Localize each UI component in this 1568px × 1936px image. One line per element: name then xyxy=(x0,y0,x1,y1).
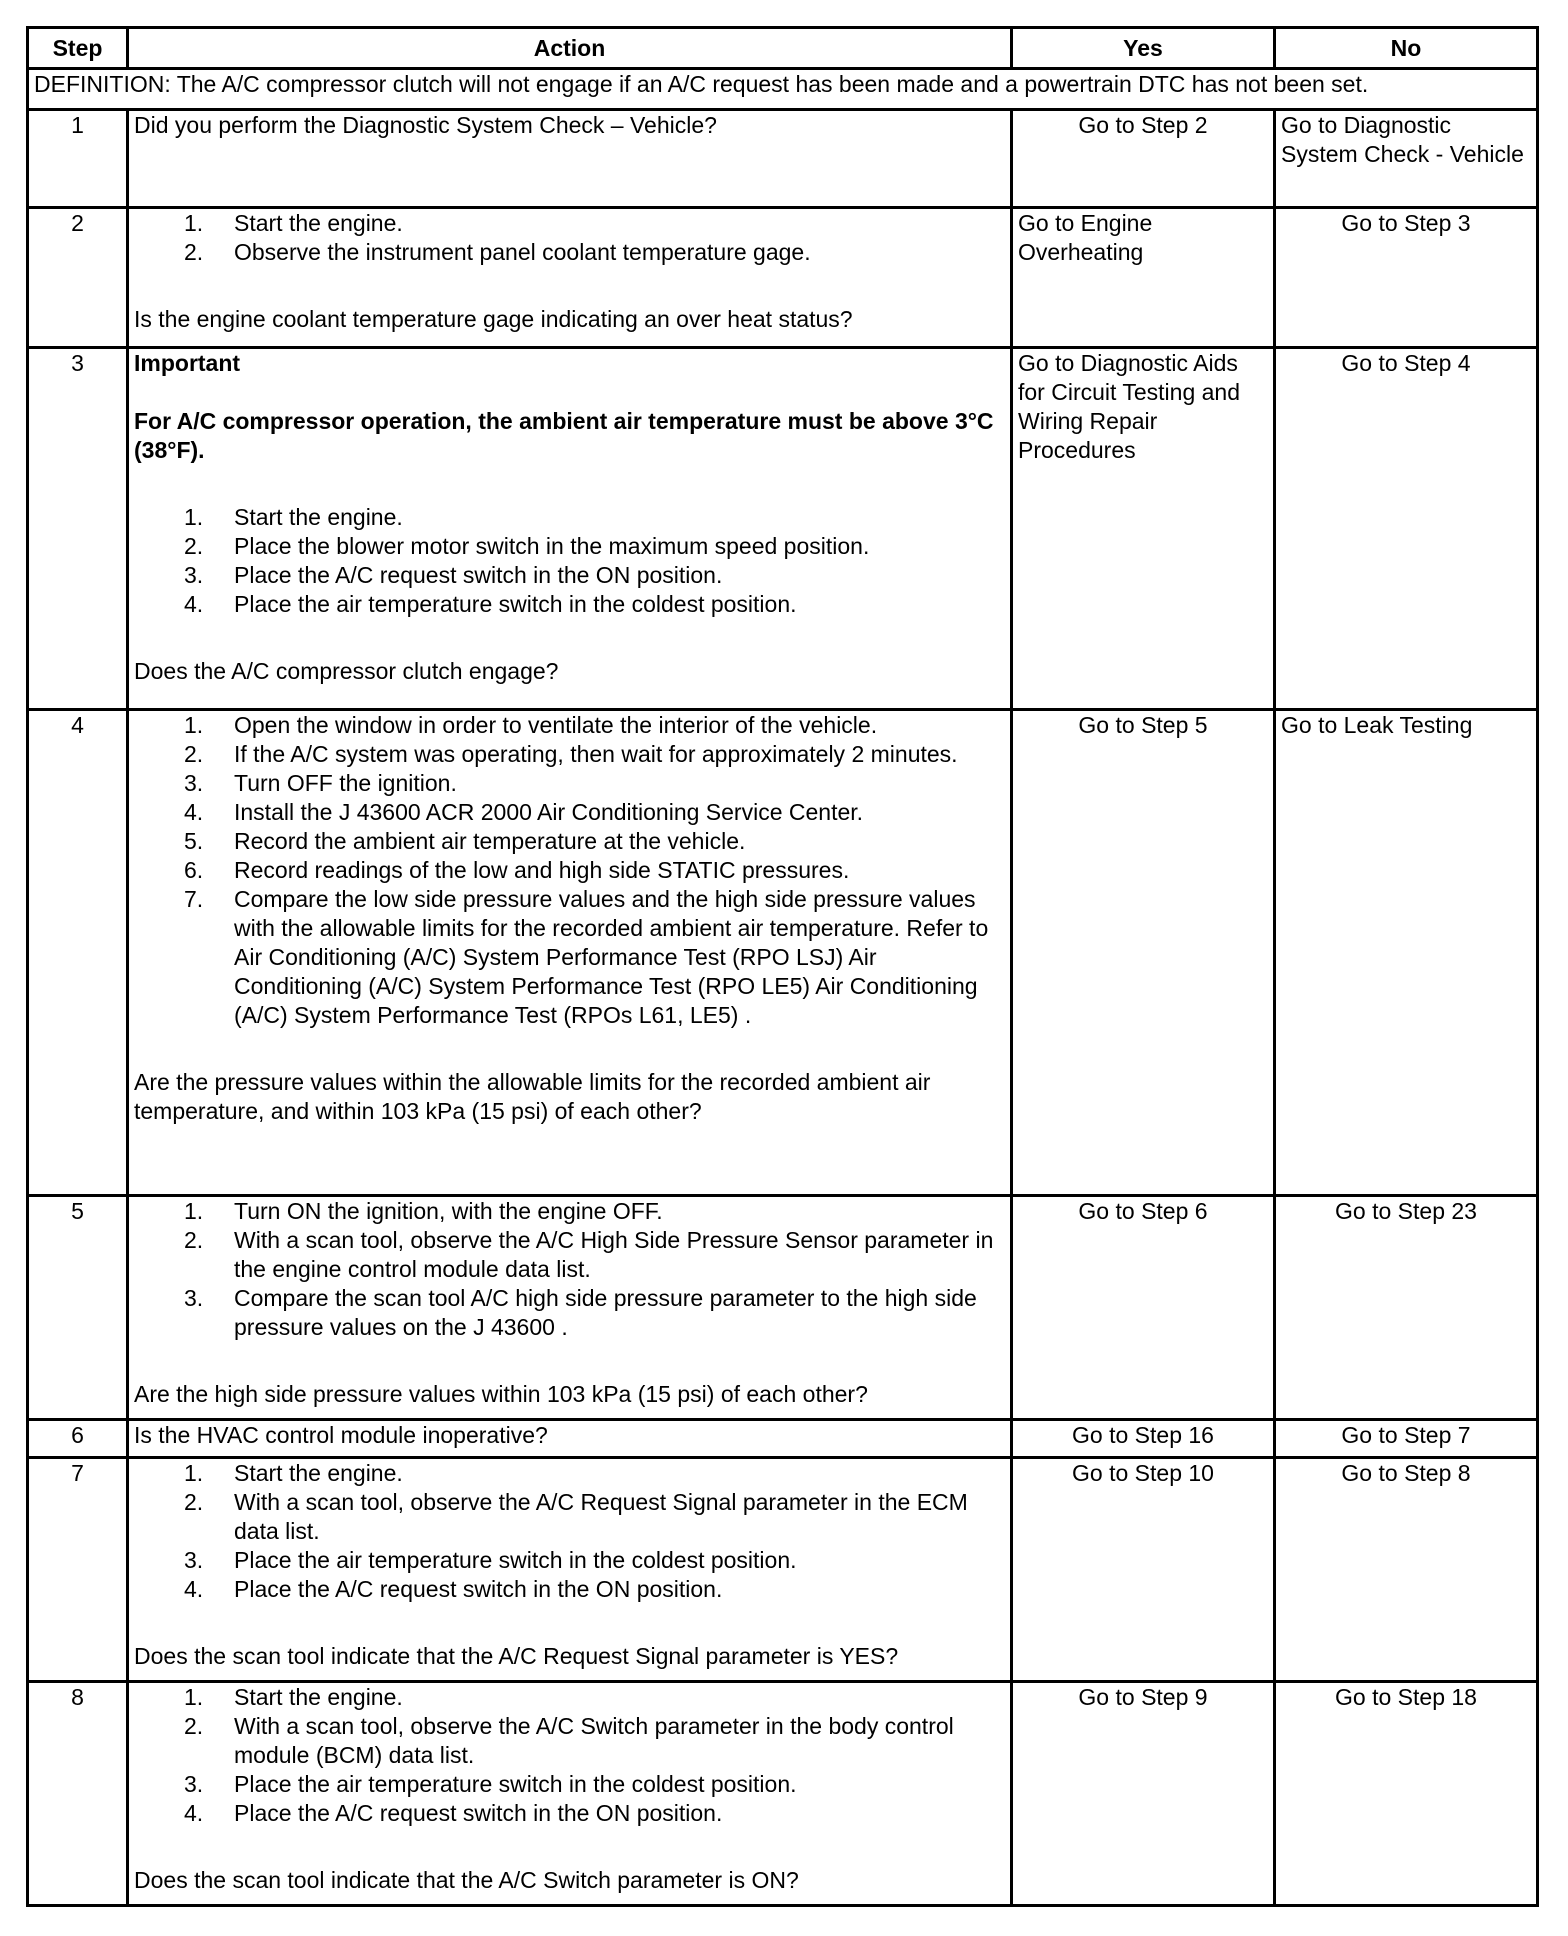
no-result: Go to Step 7 xyxy=(1275,1420,1538,1458)
header-no: No xyxy=(1275,28,1538,69)
list-item: 3. Place the air temperature switch in the coldest position. xyxy=(184,1547,797,1573)
list-item: 3. Place the air temperature switch in the coldest position. xyxy=(184,1771,797,1797)
list-item: 2. With a scan tool, observe the A/C Request Signal parameter in the ECM data list. xyxy=(184,1489,968,1544)
yes-result: Go to Step 16 xyxy=(1012,1420,1275,1458)
no-result: Go to Step 3 xyxy=(1275,208,1538,348)
important-note: For A/C compressor operation, the ambient air temperature must be above 3°C (38°F). xyxy=(134,408,994,463)
list-item: 4. Install the J 43600 ACR 2000 Air Conditioning Service Center. xyxy=(184,799,864,825)
no-result: Go to Step 18 xyxy=(1275,1682,1538,1906)
list-item: 4. Place the air temperature switch in the coldest position. xyxy=(184,591,797,617)
table-row xyxy=(28,348,1538,710)
step-number: 7 xyxy=(28,1458,128,1682)
step-number: 8 xyxy=(28,1682,128,1906)
yes-result: Go to Step 5 xyxy=(1012,710,1275,1196)
table-row xyxy=(28,1458,1538,1682)
step-list xyxy=(134,1459,1005,1604)
step-list xyxy=(134,503,1005,619)
yes-result: Go to Diagnostic Aids for Circuit Testing and Wiring Repair Procedures xyxy=(1012,348,1275,710)
step-question: Is the engine coolant temperature gage indicating an over heat status? xyxy=(134,306,853,332)
step-question: Does the scan tool indicate that the A/C Switch parameter is ON? xyxy=(134,1867,799,1893)
step-action xyxy=(128,1196,1012,1420)
step-action xyxy=(128,1420,1012,1458)
step-question: Are the pressure values within the allowable limits for the recorded ambient air temperature, and within 103 kPa (15 psi) of each other? xyxy=(134,1069,931,1124)
yes-result: Go to Engine Overheating xyxy=(1012,208,1275,348)
no-result: Go to Step 4 xyxy=(1275,348,1538,710)
list-item: 2. Place the blower motor switch in the maximum speed position. xyxy=(184,533,870,559)
yes-result: Go to Step 9 xyxy=(1012,1682,1275,1906)
header-yes: Yes xyxy=(1012,28,1275,69)
diagnostic-table xyxy=(26,26,1539,1907)
step-question: Are the high side pressure values within 103 kPa (15 psi) of each other? xyxy=(134,1381,868,1407)
step-number: 5 xyxy=(28,1196,128,1420)
step-number: 3 xyxy=(28,348,128,710)
list-item: 4. Place the A/C request switch in the ON position. xyxy=(184,1800,723,1826)
step-action xyxy=(128,110,1012,208)
step-action xyxy=(128,1458,1012,1682)
header-step: Step xyxy=(28,28,128,69)
list-item: 1. Open the window in order to ventilate the interior of the vehicle. xyxy=(184,712,878,738)
list-item: 5. Record the ambient air temperature at the vehicle. xyxy=(184,828,746,854)
step-number: 6 xyxy=(28,1420,128,1458)
step-question: Does the scan tool indicate that the A/C Request Signal parameter is YES? xyxy=(134,1643,899,1669)
important-title: Important xyxy=(134,350,241,376)
list-item: 3. Turn OFF the ignition. xyxy=(184,770,457,796)
list-item: 4. Place the A/C request switch in the ON position. xyxy=(184,1576,723,1602)
diagnostic-page xyxy=(26,26,1536,1907)
list-item: 7. Compare the low side pressure values and the high side pressure values with the allowable limits for the recorded ambient air temperature. Refer to Air Conditioning (A/C) System Performance Test (RPO LSJ) Air Conditioning (A/C) System Performance Test (RPO LE5) Air Conditioning (A/C) System Performance Test (RPOs L61, LE5) . xyxy=(184,886,989,1028)
table-row xyxy=(28,1682,1538,1906)
yes-result: Go to Step 2 xyxy=(1012,110,1275,208)
table-row xyxy=(28,208,1538,348)
step-action xyxy=(128,208,1012,348)
list-item: 1. Turn ON the ignition, with the engine OFF. xyxy=(184,1198,663,1224)
step-action xyxy=(128,1682,1012,1906)
definition-text: DEFINITION: The A/C compressor clutch will not engage if an A/C request has been made and a powertrain DTC has not been set. xyxy=(28,69,1538,110)
step-action xyxy=(128,348,1012,710)
table-row xyxy=(28,1420,1538,1458)
step-list xyxy=(134,1197,1005,1342)
step-list xyxy=(134,1683,1005,1828)
list-item: 2. Observe the instrument panel coolant temperature gage. xyxy=(184,239,811,265)
step-number: 1 xyxy=(28,110,128,208)
yes-result: Go to Step 6 xyxy=(1012,1196,1275,1420)
header-row xyxy=(28,28,1538,69)
step-question: Did you perform the Diagnostic System Check – Vehicle? xyxy=(134,112,717,138)
table-row xyxy=(28,110,1538,208)
step-question: Is the HVAC control module inoperative? xyxy=(134,1422,548,1448)
no-result: Go to Diagnostic System Check - Vehicle xyxy=(1275,110,1538,208)
list-item: 2. If the A/C system was operating, then wait for approximately 2 minutes. xyxy=(184,741,958,767)
step-list xyxy=(134,711,1005,1030)
step-number: 2 xyxy=(28,208,128,348)
definition-row xyxy=(28,69,1538,110)
step-question: Does the A/C compressor clutch engage? xyxy=(134,658,559,684)
list-item: 1. Start the engine. xyxy=(184,1460,403,1486)
no-result: Go to Leak Testing xyxy=(1275,710,1538,1196)
list-item: 1. Start the engine. xyxy=(184,504,403,530)
step-action xyxy=(128,710,1012,1196)
no-result: Go to Step 8 xyxy=(1275,1458,1538,1682)
list-item: 2. With a scan tool, observe the A/C High Side Pressure Sensor parameter in the engine control module data list. xyxy=(184,1227,994,1282)
step-number: 4 xyxy=(28,710,128,1196)
step-list xyxy=(134,209,1005,267)
list-item: 6. Record readings of the low and high side STATIC pressures. xyxy=(184,857,850,883)
header-action: Action xyxy=(128,28,1012,69)
list-item: 3. Place the A/C request switch in the ON position. xyxy=(184,562,723,588)
no-result: Go to Step 23 xyxy=(1275,1196,1538,1420)
list-item: 1. Start the engine. xyxy=(184,210,403,236)
yes-result: Go to Step 10 xyxy=(1012,1458,1275,1682)
table-row xyxy=(28,1196,1538,1420)
list-item: 3. Compare the scan tool A/C high side pressure parameter to the high side pressure values on the J 43600 . xyxy=(184,1285,977,1340)
table-row xyxy=(28,710,1538,1196)
list-item: 2. With a scan tool, observe the A/C Switch parameter in the body control module (BCM) data list. xyxy=(184,1713,954,1768)
list-item: 1. Start the engine. xyxy=(184,1684,403,1710)
